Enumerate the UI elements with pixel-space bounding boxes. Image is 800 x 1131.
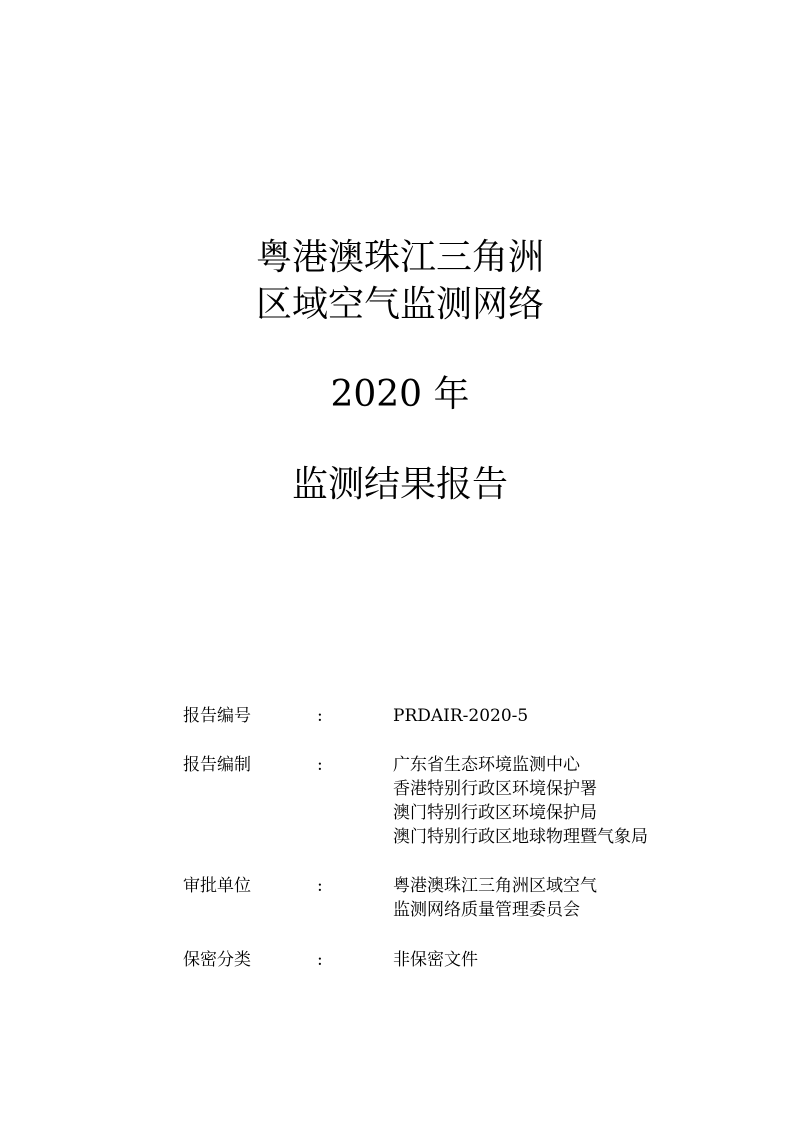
compiled-by-org: 广东省生态环境监测中心 xyxy=(393,755,580,775)
approved-by-values xyxy=(393,874,597,922)
classification-colon: : xyxy=(317,950,323,970)
report-number-colon: : xyxy=(317,706,323,726)
approved-by-colon: : xyxy=(317,876,323,896)
compiled-by-colon: : xyxy=(317,755,323,775)
approved-by-line: 监测网络质量管理委员会 xyxy=(393,900,580,920)
compiled-by-values xyxy=(393,753,648,849)
compiled-by-org: 澳门特别行政区环境保护局 xyxy=(393,803,597,823)
report-subtitle: 监测结果报告 xyxy=(291,464,508,505)
classification-label: 保密分类 xyxy=(183,950,251,970)
report-number-value: PRDAIR-2020-5 xyxy=(393,706,529,726)
classification-values xyxy=(393,948,478,972)
compiled-by-org: 澳门特别行政区地球物理暨气象局 xyxy=(393,827,648,847)
report-title-line-1: 粤港澳珠江三角洲 xyxy=(255,237,544,278)
report-year: 2020 年 xyxy=(330,374,470,415)
approved-by-line: 粤港澳珠江三角洲区域空气 xyxy=(393,876,597,896)
report-title-line-2: 区域空气监测网络 xyxy=(255,284,544,325)
approved-by-label: 审批单位 xyxy=(183,876,251,896)
compiled-by-org: 香港特别行政区环境保护署 xyxy=(393,779,597,799)
compiled-by-label: 报告编制 xyxy=(183,755,251,775)
report-number-values xyxy=(393,704,528,728)
report-number-label: 报告编号 xyxy=(183,706,251,726)
classification-value: 非保密文件 xyxy=(393,950,478,970)
